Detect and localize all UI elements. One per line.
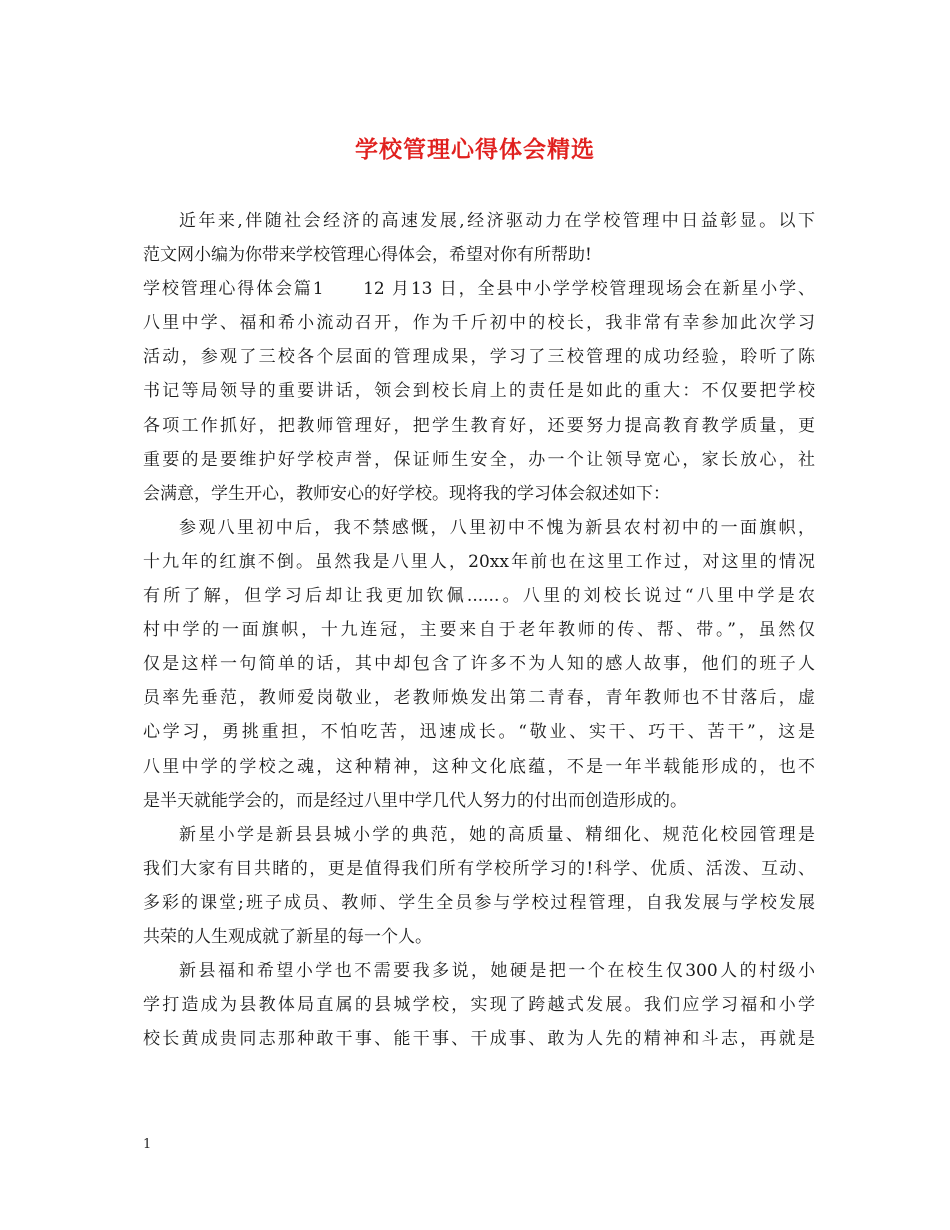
text-line: 员率先垂范，教师爱岗敬业，老教师焕发出第二青春，青年教师也不甘落后，虚 [143, 688, 815, 709]
text-line: 参观八里初中后，我不禁感慨，八里初中不愧为新县农村初中的一面旗帜， [179, 517, 815, 538]
text-line: 十九年的红旗不倒。虽然我是八里人，20xx年前也在这里工作过，对这里的情况 [143, 551, 815, 572]
text-line: 书记等局领导的重要讲话，领会到校长肩上的责任是如此的重大：不仅要把学校 [143, 381, 815, 402]
text-line: 有所了解，但学习后却让我更加钦佩......。八里的刘校长说过“八里中学是农 [143, 586, 815, 607]
text-line: 学打造成为县教体局直属的县城学校，实现了跨越式发展。我们应学习福和小学 [143, 995, 815, 1016]
text-line: 村中学的一面旗帜，十九连冠，主要来自于老年教师的传、帮、带。”，虽然仅 [143, 620, 815, 641]
text-line: 校长黄成贵同志那种敢干事、能干事、干成事、敢为人先的精神和斗志，再就是 [143, 1029, 815, 1050]
document-title: 学校管理心得体会精选 [355, 136, 595, 163]
text-line: 新星小学是新县县城小学的典范，她的高质量、精细化、规范化校园管理是 [179, 824, 815, 845]
text-line: 各项工作抓好，把教师管理好，把学生教育好，还要努力提高教育教学质量，更 [143, 415, 815, 436]
text-line: 活动，参观了三校各个层面的管理成果，学习了三校管理的成功经验，聆听了陈 [143, 347, 815, 368]
text-line: 多彩的课堂;班子成员、教师、学生全员参与学校过程管理，自我发展与学校发展 [143, 892, 815, 913]
text-line: 是半天就能学会的，而是经过八里中学几代人努力的付出而创造形成的。 [143, 790, 687, 811]
text-line: 范文网小编为你带来学校管理心得体会，希望对你有所帮助! [143, 245, 592, 266]
text-line: 学校管理心得体会篇1 12 月13 日，全县中小学学校管理现场会在新星小学、 [143, 279, 815, 300]
text-line: 仅是这样一句简单的话，其中却包含了许多不为人知的感人故事，他们的班子人 [143, 654, 815, 675]
text-line: 共荣的人生观成就了新星的每一个人。 [143, 926, 432, 947]
text-line: 八里中学的学校之魂，这种精神，这种文化底蕴，不是一年半载能形成的，也不 [143, 756, 815, 777]
text-line: 近年来,伴随社会经济的高速发展,经济驱动力在学校管理中日益彰显。以下 [179, 211, 815, 231]
document-body [143, 204, 815, 1056]
text-line: 八里中学、福和希小流动召开，作为千斤初中的校长，我非常有幸参加此次学习 [143, 313, 815, 334]
text-line: 新县福和希望小学也不需要我多说，她硬是把一个在校生仅300人的村级小 [179, 961, 815, 982]
text-line: 心学习，勇挑重担，不怕吃苦，迅速成长。“敬业、实干、巧干、苦干”，这是 [143, 722, 815, 743]
page-number: 1 [143, 1137, 152, 1152]
text-line: 重要的是要维护好学校声誉，保证师生安全，办一个让领导宽心，家长放心，社 [143, 449, 815, 470]
text-line: 会满意，学生开心，教师安心的好学校。现将我的学习体会叙述如下： [143, 483, 670, 504]
text-line: 我们大家有目共睹的，更是值得我们所有学校所学习的!科学、优质、活泼、互动、 [143, 858, 815, 879]
